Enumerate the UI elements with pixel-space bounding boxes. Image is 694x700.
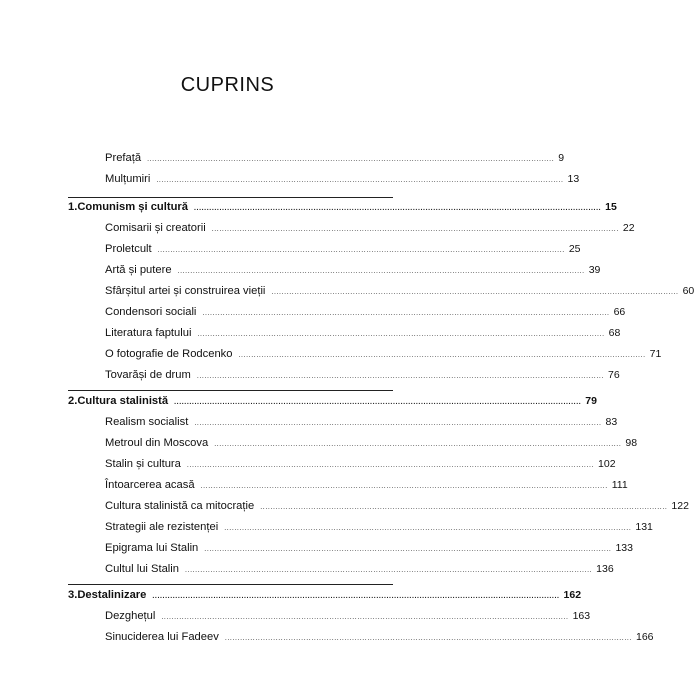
toc-entry[interactable] — [105, 285, 694, 301]
toc-page-number: 98 — [625, 437, 638, 449]
toc-entry[interactable] — [105, 327, 621, 343]
toc-entry-title: Prefață — [105, 152, 142, 164]
toc-entry-title: Realism socialist — [105, 416, 189, 428]
toc-chapter-title: Comunism și cultură — [77, 201, 188, 213]
dot-leader: ................................................................................................................................................................ — [177, 268, 585, 275]
toc-entry[interactable] — [105, 306, 626, 322]
chapter-number: 2. — [68, 395, 78, 407]
dot-leader: ................................................................................................................................................................ — [194, 205, 602, 212]
toc-entry[interactable] — [105, 173, 580, 189]
toc-entry[interactable] — [105, 152, 565, 168]
toc-page-number: 39 — [588, 264, 601, 276]
toc-entry[interactable] — [105, 479, 628, 495]
toc-entry[interactable] — [105, 416, 618, 432]
toc-entry-title: Stalin și cultura — [105, 458, 181, 470]
dot-leader: ................................................................................................................................................................ — [161, 614, 569, 621]
toc-entry-title: Întoarcerea acasă — [105, 479, 195, 491]
toc-entry-title: Sinuciderea lui Fadeev — [105, 631, 219, 643]
toc-entry[interactable] — [105, 500, 689, 516]
toc-entry[interactable] — [105, 542, 633, 558]
toc-page-number: 163 — [572, 610, 591, 622]
toc-chapter[interactable] — [68, 395, 597, 411]
toc-entry-title: Tovarăși de drum — [105, 369, 191, 381]
toc-entry-title: Strategii ale rezistenței — [105, 521, 219, 533]
dot-leader: ................................................................................................................................................................ — [196, 373, 604, 380]
dot-leader: ................................................................................................................................................................ — [211, 226, 619, 233]
page-title: CUPRINS — [180, 74, 275, 96]
toc-entry[interactable] — [105, 222, 635, 238]
dot-leader: ................................................................................................................................................................ — [157, 247, 565, 254]
dot-leader: ................................................................................................................................................................ — [271, 289, 679, 296]
toc-page-number: 136 — [596, 563, 614, 575]
toc-page-number: 133 — [615, 542, 633, 554]
toc-entry-title: O fotografie de Rodcenko — [105, 348, 233, 360]
toc-chapter[interactable] — [68, 201, 617, 217]
toc-entry-title: Cultul lui Stalin — [105, 563, 179, 575]
toc-entry-title: Dezghețul — [105, 610, 156, 622]
toc-page-number: 71 — [649, 348, 662, 360]
section-divider — [68, 197, 393, 198]
toc-page-number: 79 — [585, 395, 597, 407]
dot-leader: ................................................................................................................................................................ — [147, 156, 555, 163]
dot-leader: ................................................................................................................................................................ — [186, 462, 595, 469]
toc-entry-title: Condensori sociali — [105, 306, 197, 318]
toc-entry[interactable] — [105, 458, 616, 474]
dot-leader: ................................................................................................................................................................ — [197, 331, 605, 338]
dot-leader: ................................................................................................................................................................ — [200, 483, 608, 490]
toc-page-number: 131 — [635, 521, 653, 533]
toc-entry-title: Comisarii și creatorii — [105, 222, 206, 234]
dot-leader: ................................................................................................................................................................ — [260, 504, 668, 511]
toc-entry-title: Artă și putere — [105, 264, 172, 276]
toc-page-number: 76 — [607, 369, 620, 381]
toc-entry[interactable] — [105, 243, 581, 259]
dot-leader: ................................................................................................................................................................ — [204, 546, 612, 553]
dot-leader: ................................................................................................................................................................ — [238, 352, 646, 359]
toc-page-number: 60 — [682, 285, 694, 297]
toc-entry-title: Sfârșitul artei și construirea vieții — [105, 285, 266, 297]
dot-leader: ................................................................................................................................................................ — [214, 441, 622, 448]
toc-entry[interactable] — [105, 437, 638, 453]
toc-chapter[interactable] — [68, 589, 582, 605]
section-divider — [68, 584, 393, 585]
dot-leader: ................................................................................................................................................................ — [224, 525, 632, 532]
dot-leader: ................................................................................................................................................................ — [156, 177, 564, 184]
dot-leader: ................................................................................................................................................................ — [152, 593, 560, 600]
toc-chapter-title: Cultura stalinistă — [77, 395, 169, 407]
chapter-number: 3. — [68, 589, 78, 601]
toc-page-number: 83 — [605, 416, 618, 428]
toc-page-number: 25 — [568, 243, 581, 255]
dot-leader: ................................................................................................................................................................ — [185, 567, 593, 574]
toc-entry-title: Mulțumiri — [105, 173, 151, 185]
toc-entry[interactable] — [105, 610, 591, 626]
toc-page-number: 102 — [598, 458, 616, 470]
toc-page-number: 111 — [611, 479, 628, 491]
toc-page-number: 13 — [567, 173, 580, 185]
toc-entry[interactable] — [105, 631, 654, 647]
toc-chapter-title: Destalinizare — [77, 589, 147, 601]
toc-entry[interactable] — [105, 264, 601, 280]
dot-leader: ................................................................................................................................................................ — [202, 310, 610, 317]
toc-page-number: 9 — [558, 152, 565, 164]
toc-entry-title: Literatura faptului — [105, 327, 192, 339]
toc-page-number: 22 — [622, 222, 635, 234]
toc-entry[interactable] — [105, 369, 620, 385]
toc-page-number: 68 — [608, 327, 621, 339]
toc-page-number: 122 — [671, 500, 689, 512]
toc-entry-title: Cultura stalinistă ca mitocrație — [105, 500, 255, 512]
toc-entry[interactable] — [105, 521, 653, 537]
dot-leader: ................................................................................................................................................................ — [174, 399, 582, 406]
toc-entry-title: Metroul din Moscova — [105, 437, 209, 449]
dot-leader: ................................................................................................................................................................ — [224, 635, 632, 642]
toc-entry-title: Epigrama lui Stalin — [105, 542, 199, 554]
dot-leader: ................................................................................................................................................................ — [194, 420, 602, 427]
toc-entry-title: Proletcult — [105, 243, 152, 255]
toc-page-number: 166 — [635, 631, 654, 643]
toc-entry[interactable] — [105, 348, 662, 364]
section-divider — [68, 390, 393, 391]
toc-page-number: 66 — [613, 306, 626, 318]
toc-entry[interactable] — [105, 563, 614, 579]
toc-page-number: 162 — [563, 589, 582, 601]
chapter-number: 1. — [68, 201, 78, 213]
toc-page-number: 15 — [605, 201, 617, 213]
